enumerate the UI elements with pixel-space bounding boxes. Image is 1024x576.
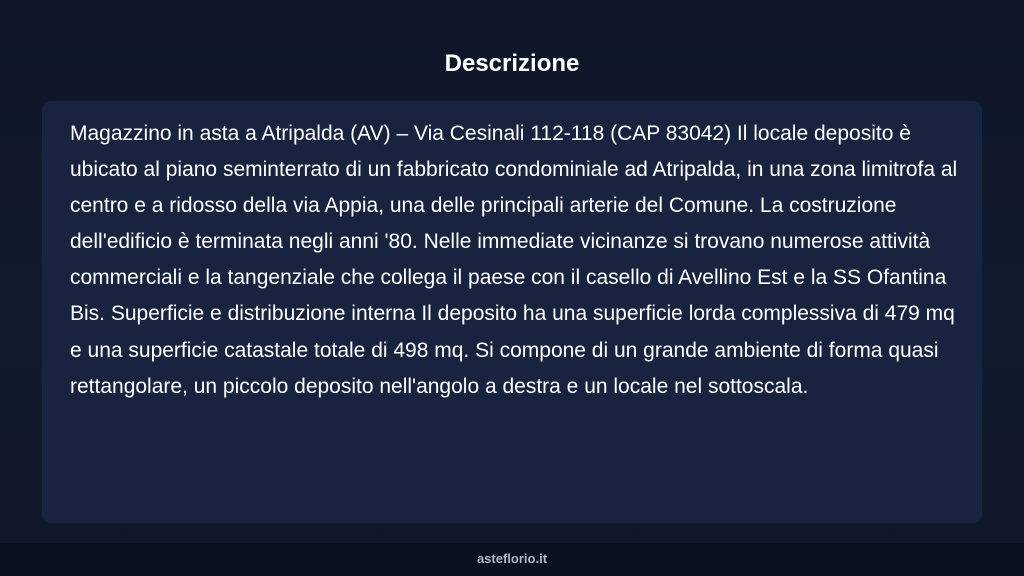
description-text: Magazzino in asta a Atripalda (AV) – Via Cesinali 112-118 (CAP 83042) Il locale deposito è ubicato al piano seminterrato di un fabbricato condominiale ad Atripalda, in una zona limitrofa al centro e a ridosso della via Appia, una delle principali arterie del Comune. La costruzione dell'edificio è terminata negli anni '80. Nelle immediate vicinanze si trovano numerose attività commerciali e la tangenziale che collega il paese con il casello di Avellino Est e la SS Ofantina Bis. Superficie e distribuzione interna Il deposito ha una superficie lorda complessiva di 479 mq e una superficie catastale totale di 498 mq. Si compone di un grande ambiente di forma quasi rettangolare, un piccolo deposito nell'angolo a destra e un locale nel sottoscala.: [70, 122, 958, 398]
footer-bar: [0, 543, 1024, 576]
page-title: Descrizione: [444, 50, 580, 77]
footer-site-label: asteflorio.it: [476, 551, 548, 566]
description-card: [42, 101, 982, 523]
